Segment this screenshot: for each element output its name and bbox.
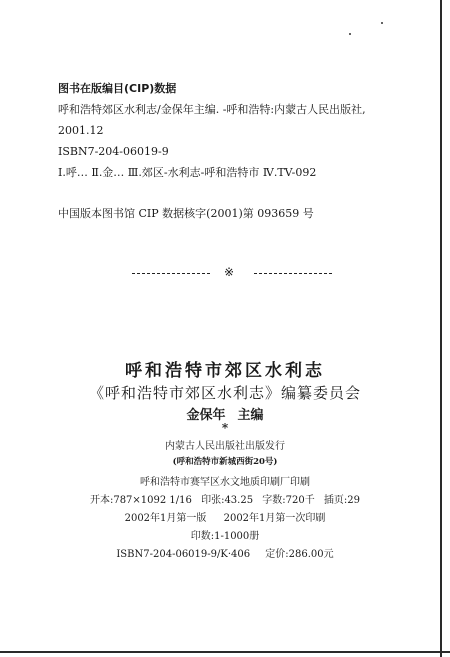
format: 开本:787×1092 1/16 (89, 495, 192, 506)
printer: 呼和浩特市赛罕区水文地质印刷厂印刷 (140, 477, 310, 488)
cip-record-number: 中国版本图书馆 CIP 数据核字(2001)第 093659 号 (58, 207, 314, 220)
cip-block (58, 78, 366, 183)
editor-role: 主编 (237, 408, 264, 423)
book-specs (0, 491, 450, 506)
asterisk-separator: * (221, 421, 229, 435)
book-title: 呼和浩特市郊区水利志 (125, 361, 325, 381)
section-divider (132, 267, 332, 281)
editor-name: 金保年 (186, 408, 226, 423)
scan-edge-bottom (0, 651, 450, 653)
edition: 2002年1月第一版 (124, 513, 207, 524)
isbn: ISBN7-204-06019-9/K·406 (116, 549, 251, 560)
editorial-committee: 《呼和浩特市郊区水利志》编纂委员会 (88, 384, 361, 402)
edition-info (0, 509, 450, 524)
scan-speck (349, 33, 351, 35)
cip-line: 2001.12 (58, 124, 104, 137)
publisher-address: (呼和浩特市新城西街20号) (172, 457, 278, 467)
printing: 2002年1月第一次印刷 (223, 513, 326, 524)
cip-line: Ⅰ.呼… Ⅱ.金… Ⅲ.郊区-水利志-呼和浩特市 Ⅳ.TV-092 (58, 166, 317, 179)
divider-dash-left (132, 273, 210, 274)
cip-line: 呼和浩特郊区水利志/金保年主编. -呼和浩特:内蒙古人民出版社, (58, 103, 366, 116)
plates: 插页:29 (323, 495, 361, 506)
divider-mark: ※ (224, 265, 235, 279)
divider-dash-right (254, 273, 332, 274)
price: 定价:286.00元 (265, 549, 334, 560)
cip-title: 图书在版编目(CIP)数据 (58, 82, 177, 95)
scan-speck (381, 22, 383, 24)
word-count: 字数:720千 (262, 495, 315, 506)
publisher: 内蒙古人民出版社出版发行 (165, 441, 285, 452)
isbn-price (0, 545, 450, 560)
cip-line: ISBN7-204-06019-9 (58, 145, 169, 158)
sheets: 印张:43.25 (201, 495, 254, 506)
print-run: 印数:1-1000册 (190, 531, 260, 542)
